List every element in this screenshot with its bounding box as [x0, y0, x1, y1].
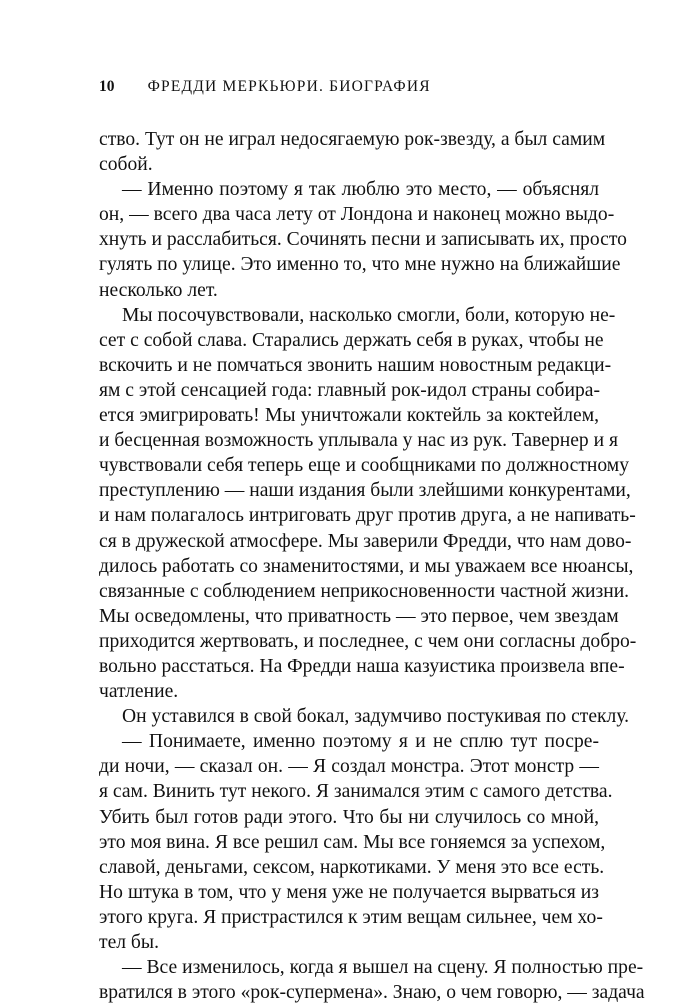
text-line: ди ночи, — сказал он. — Я создал монстра. Этот монстр — [99, 756, 599, 778]
text-line: вольно расстаться. На Фредди наша казуистика произвела впе- [99, 655, 625, 677]
text-line: — Именно поэтому я так люблю это место, — объяснял [122, 179, 599, 201]
running-title: ФРЕДДИ МЕРКЬЮРИ. БИОГРАФИЯ [147, 78, 431, 95]
text-line: ется эмигрировать! Мы уничтожали коктейль за коктейлем, [99, 405, 599, 427]
text-line: я сам. Винить тут некого. Я занимался этим с самого детства. [99, 781, 613, 803]
body-text [99, 127, 645, 1005]
page-number: 10 [99, 78, 115, 95]
text-line: связанные с соблюдением неприкосновенности частной жизни. [99, 580, 630, 602]
text-line: сет с собой слава. Старались держать себя в руках, чтобы не [99, 329, 604, 351]
text-line: Он уставился в свой бокал, задумчиво постукивая по стеклу. [122, 706, 630, 728]
text-line: ство. Тут он не играл недосягаемую рок-звезду, а был самим [99, 129, 606, 150]
text-line: хнуть и расслабиться. Сочинять песни и записывать их, просто [99, 229, 627, 251]
text-line: тел бы. [99, 932, 159, 953]
text-line: он, — всего два часа лету от Лондона и наконец можно выдо- [99, 204, 615, 226]
text-line: вскочить и не помчаться звонить нашим новостным редакци- [99, 354, 612, 376]
text-line: чувствовали себя теперь еще и сообщниками по должностному [99, 455, 630, 477]
text-line: Но штука в том, что у меня уже не получается вырваться из [99, 881, 599, 903]
text-line: преступлению — наши издания были злейшими конкурентами, [99, 480, 631, 502]
text-line: это моя вина. Я все решил сам. Мы все гоняемся за успехом, [99, 831, 606, 853]
text-line: — Все изменилось, когда я вышел на сцену. Я полностью пре- [122, 957, 644, 979]
text-line: — Понимаете, именно поэтому я и не сплю тут посре- [122, 731, 599, 753]
text-line: ям с этой сенсацией года: главный рок-идол страны собира- [99, 379, 601, 401]
running-header [99, 78, 599, 96]
text-line: вратился в этого «рок-супермена». Знаю, о чем говорю, — задача [99, 982, 645, 1004]
text-line: ся в дружеской атмосфере. Мы заверили Фредди, что нам дово- [99, 530, 632, 552]
text-line: Мы посочувствовали, насколько смогли, боли, которую не- [122, 304, 616, 326]
text-line: славой, деньгами, сексом, наркотиками. У меня это все есть. [99, 856, 605, 878]
text-line: этого круга. Я пристрастился к этим вещам сильнее, чем хо- [99, 906, 603, 928]
text-line: и нам полагалось интриговать друг против друга, а не напивать- [99, 505, 636, 527]
text-line: чатление. [99, 681, 179, 703]
text-line: несколько лет. [99, 279, 218, 301]
text-line: гулять по улице. Это именно то, что мне нужно на ближайшие [99, 254, 621, 276]
text-line: и бесценная возможность уплывала у нас из рук. Тавернер и я [99, 430, 619, 452]
text-line: собой. [99, 154, 153, 176]
text-line: Убить был готов ради этого. Что бы ни случилось со мной, [99, 806, 599, 828]
text-line: дилось работать со знаменитостями, и мы уважаем все нюансы, [99, 555, 634, 577]
text-line: приходится жертвовать, и последнее, с чем они согласны добро- [99, 630, 637, 652]
text-line: Мы осведомлены, что приватность — это первое, чем звездам [99, 605, 619, 627]
